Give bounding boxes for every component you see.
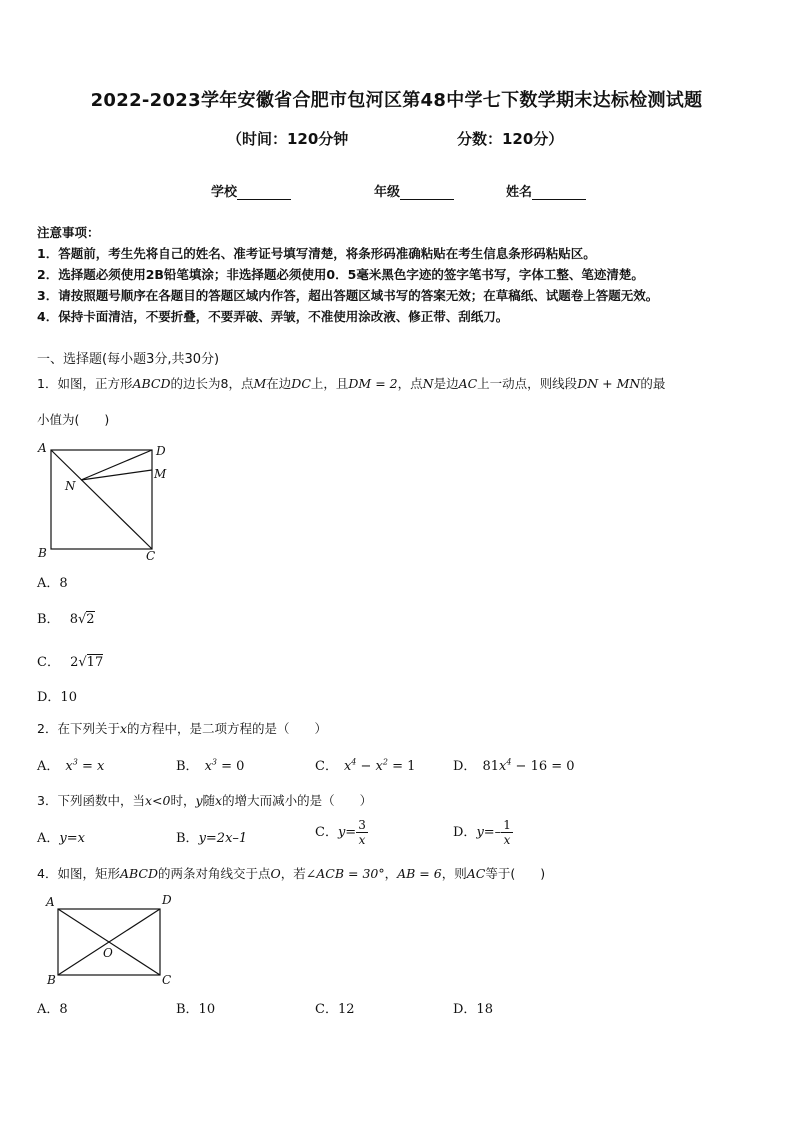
label-a: A [38, 441, 47, 455]
time-label: （时间：120分钟 [227, 130, 349, 148]
name-blank[interactable] [532, 187, 586, 200]
q3-option-d[interactable]: D．y=– $\frac{1}{x}$ [453, 818, 511, 847]
q1-square-figure [30, 438, 180, 566]
note-item: 3．请按照题号顺序在各题目的答题区域内作答，超出答题区域书写的答案无效；在草稿纸、试题卷上答题无效。 [37, 288, 659, 303]
q1-stem-line1: 1．如图，正方形ABCD的边长为8，点M在边DC上，且DM = 2，点N是边AC上一动点，则线段DN + MN的最 [37, 376, 666, 391]
q1-option-c[interactable]: C． 2√17 [37, 655, 104, 670]
q1-option-b[interactable]: B． 8√2 [37, 612, 95, 627]
label-o: O [103, 946, 113, 960]
q4-option-a[interactable]: A．8 [37, 1002, 68, 1017]
q3-stem: 3．下列函数中，当x<0时，y随x的增大而减小的是（ ） [37, 793, 373, 808]
section-heading: 一、选择题(每小题3分,共30分) [37, 352, 220, 367]
school-blank[interactable] [237, 187, 291, 200]
label-c: C [146, 549, 156, 563]
q4-rectangle-figure [38, 890, 188, 990]
school-label: 学校 [211, 185, 238, 200]
grade-field [374, 181, 454, 200]
name-field [506, 181, 586, 200]
q4-option-c[interactable]: C．12 [315, 1002, 355, 1017]
score-label: 分数：120分） [457, 130, 564, 148]
q1-stem-line2: 小值为( ) [37, 412, 110, 427]
q2-option-a[interactable]: A． $x^3 = x$ [37, 757, 105, 774]
name-label: 姓名 [506, 185, 533, 200]
q1-option-d[interactable]: D．10 [37, 690, 77, 705]
q3-option-a[interactable]: A．y=x [37, 831, 85, 846]
q2-option-d[interactable]: D． $81x^4 - 16 = 0$ [453, 757, 575, 774]
grade-blank[interactable] [400, 187, 454, 200]
q2-option-c[interactable]: C． $x^4 - x^2 = 1$ [315, 757, 416, 774]
grade-label: 年级 [374, 185, 401, 200]
q2-option-b[interactable]: B． $x^3 = 0$ [176, 757, 245, 774]
note-item: 1．答题前，考生先将自己的姓名、准考证号填写清楚，将条形码准确粘贴在考生信息条形码粘贴区。 [37, 246, 596, 261]
school-field [211, 181, 291, 200]
label-b: B [38, 546, 47, 560]
label-d: D [156, 444, 166, 458]
label-n: N [65, 479, 76, 493]
label-m: M [154, 467, 167, 481]
q4-option-d[interactable]: D．18 [453, 1002, 493, 1017]
q1-option-a[interactable]: A．8 [37, 576, 68, 591]
label-d: D [162, 893, 172, 907]
note-item: 2．选择题必须使用2B铅笔填涂；非选择题必须使用0．5毫米黑色字迹的签字笔书写，字体工整、笔迹清楚。 [37, 267, 644, 282]
note-item: 4．保持卡面清洁，不要折叠，不要弄破、弄皱，不准使用涂改液、修正带、刮纸刀。 [37, 309, 509, 324]
q3-option-c[interactable]: C．y= $\frac{3}{x}$ [315, 818, 366, 847]
page-title: 2022-2023学年安徽省合肥市包河区第48中学七下数学期末达标检测试题 [90, 90, 703, 111]
label-c: C [162, 973, 172, 987]
diagonal-ac [51, 450, 152, 549]
notes-heading: 注意事项： [37, 225, 100, 240]
q3-option-b[interactable]: B．y=2x–1 [176, 831, 248, 846]
label-a: A [46, 895, 55, 909]
q2-stem: 2．在下列关于x的方程中，是二项方程的是（ ） [37, 721, 328, 736]
q4-option-b[interactable]: B．10 [176, 1002, 216, 1017]
q4-stem: 4．如图，矩形ABCD的两条对角线交于点O，若∠ACB = 30°，AB = 6，则AC等于( ) [37, 866, 546, 881]
label-b: B [47, 973, 56, 987]
